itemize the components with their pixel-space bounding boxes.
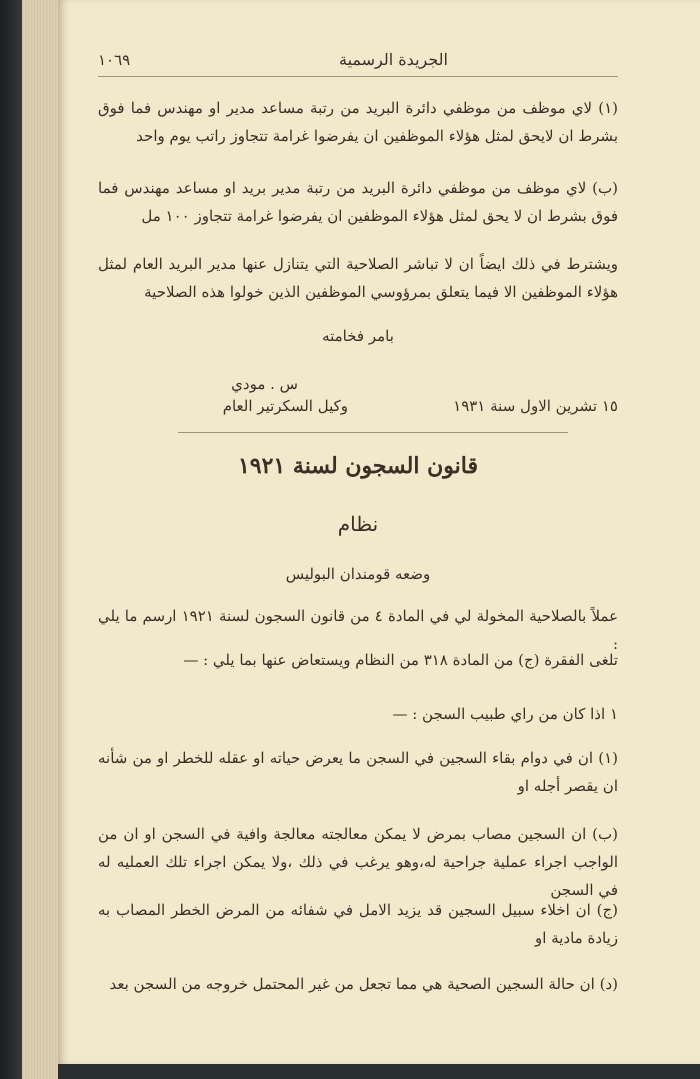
book-binding — [0, 0, 22, 1079]
clause-text: لاي موظف من موظفي دائرة البريد من رتبة مدير بريد او مساعد مهندس فما فوق بشرط ان لا يحق لمثل هؤلاء الموظفين ان يفرضوا غرامة تتجاوز ١٠٠ مل — [98, 179, 618, 225]
signature-block — [98, 370, 618, 420]
condition-paragraph: ويشترط في ذلك ايضاً ان لا تباشر الصلاحية التي يتنازل عنها مدير البريد العام لمثل هؤلاء الموظفين الا فيما يتعلق بمرؤوسي الموظفين الذين خولوا هذه الصلاحية — [98, 255, 618, 301]
signature-date: ١٥ تشرين الاول سنة ١٩٣١ — [453, 397, 618, 415]
sub-clause-d — [98, 970, 618, 998]
clause-text: ان السجين مصاب بمرض لا يمكن معالجته معالجة وافية في السجن او ان من الواجب اجراء عملية جراحية له،وهو يرغب في ذلك ،ولا يمكن اجراء تلك العمليه له في السجن — [98, 825, 618, 899]
clause-text: لاي موظف من موظفي دائرة البريد من رتبة مساعد مدير او مهندس فما فوق بشرط ان لايحق لمثل هؤلاء الموظفين ان يفرضوا غرامة تتجاوز راتب يوم واحد — [98, 99, 618, 145]
regulation-heading: نظام — [337, 512, 379, 536]
page-edges — [22, 0, 62, 1079]
clause-marker: (ج) — [596, 901, 618, 919]
page-number: ١٠٦٩ — [98, 51, 131, 69]
by-order: بامر فخامته — [322, 327, 394, 345]
issued-by: وضعه قومندان البوليس — [285, 565, 431, 583]
page-header — [98, 46, 618, 74]
sub-clause-b — [98, 820, 618, 904]
signatory-name: س . مودي — [231, 375, 298, 393]
section-divider — [178, 432, 568, 433]
clause-marker: (١) — [598, 749, 618, 767]
clause-marker: (د) — [599, 975, 618, 993]
clause-marker: (ب) — [592, 825, 618, 843]
amendment: تلغى الفقرة (ج) من المادة ٣١٨ من النظام ويستعاض عنها بما يلي : — — [183, 651, 618, 669]
page-header-title: الجريدة الرسمية — [338, 50, 448, 69]
sub-clause-c — [98, 896, 618, 952]
sub-clause-a — [98, 744, 618, 800]
clause-b — [98, 174, 618, 230]
clause-a — [98, 94, 618, 150]
preamble: عملاً بالصلاحية المخولة لي في المادة ٤ من قانون السجون لسنة ١٩٢١ ارسم ما يلي : — [98, 607, 619, 653]
law-title: قانون السجون لسنة ١٩٢١ — [237, 453, 479, 479]
clause-text: ان اخلاء سبيل السجين قد يزيد الامل في شفائه من المرض الخطر المصاب به زيادة مادية او — [98, 901, 618, 947]
clause-text: ان حالة السجين الصحية هي مما تجعل من غير المحتمل خروجه من السجن بعد — [109, 975, 595, 993]
clause-marker: (١) — [598, 99, 618, 117]
clause-marker: (ب) — [592, 179, 618, 197]
signatory-role: وكيل السكرتير العام — [222, 397, 348, 415]
document-page — [58, 0, 700, 1064]
clause-text: ان في دوام بقاء السجين في السجن ما يعرض حياته او عقله للخطر او من شأنه ان يقصر أجله او — [98, 749, 618, 795]
page-bottom-edge — [58, 1064, 700, 1079]
header-rule — [98, 76, 618, 77]
item-1: ١ اذا كان من راي طبيب السجن : — — [392, 705, 618, 723]
